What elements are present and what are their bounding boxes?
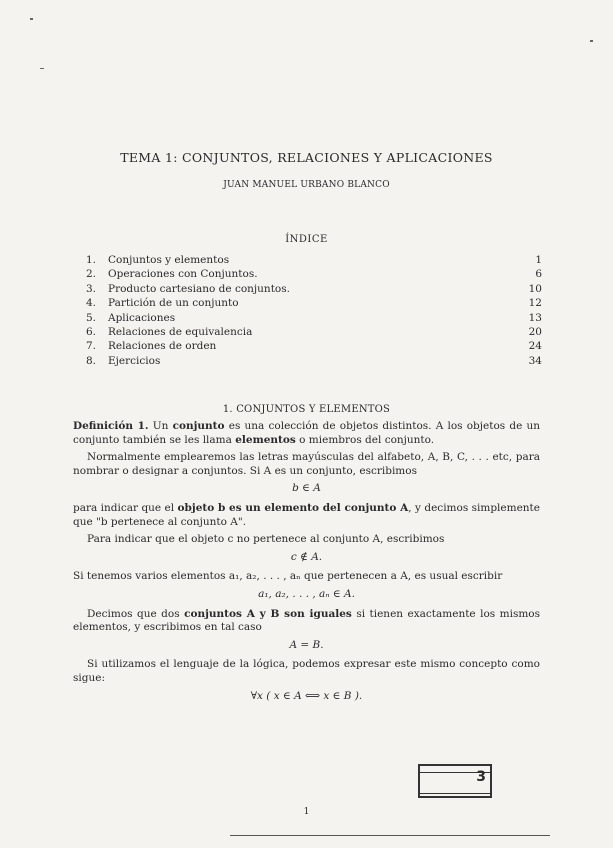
toc-row bbox=[86, 311, 542, 325]
bold-term: conjunto bbox=[172, 420, 225, 432]
toc-title: Operaciones con Conjuntos. bbox=[108, 268, 258, 281]
document-title: TEMA 1: CONJUNTOS, RELACIONES Y APLICACIONES bbox=[120, 150, 493, 165]
text-run: Un bbox=[152, 420, 169, 432]
paragraph: Normalmente emplearemos las letras mayúsculas del alfabeto, A, B, C, . . . etc, para nombrar o designar a conjuntos. Si A es un conjunto, escribimos bbox=[73, 451, 540, 477]
toc-page: 12 bbox=[528, 297, 542, 310]
bold-term: conjuntos A y B son iguales bbox=[184, 607, 352, 620]
toc-page: 20 bbox=[528, 326, 542, 339]
toc-number: 2. bbox=[86, 268, 97, 281]
author-name: JUAN MANUEL URBANO BLANCO bbox=[223, 180, 390, 190]
math-display: A = B. bbox=[289, 638, 324, 651]
toc-title: Aplicaciones bbox=[108, 311, 176, 324]
toc-title: Partición de un conjunto bbox=[108, 297, 239, 310]
bold-term: elementos bbox=[235, 433, 296, 446]
toc-page: 6 bbox=[535, 268, 542, 281]
footer-mark: 1 bbox=[303, 807, 310, 817]
text-run: o miembros del conjunto. bbox=[299, 433, 435, 446]
math-display: a₁, a₂, . . . , aₙ ∈ A. bbox=[258, 587, 355, 600]
text-run: es una colección de objetos distintos. A los objetos de un conjunto también se les llama bbox=[73, 420, 541, 446]
toc-row bbox=[86, 282, 542, 296]
table-of-contents bbox=[86, 253, 542, 368]
math-display: c ∉ A. bbox=[290, 550, 323, 563]
body-text bbox=[73, 420, 540, 709]
toc-number: 5. bbox=[86, 311, 97, 324]
scan-speck bbox=[40, 68, 44, 69]
toc-row bbox=[86, 296, 542, 310]
paragraph bbox=[73, 502, 540, 529]
math-display: b ∈ A bbox=[292, 482, 321, 495]
toc-title: Conjuntos y elementos bbox=[108, 254, 230, 266]
toc-number: 4. bbox=[86, 297, 97, 310]
text-run: Decimos que dos bbox=[87, 607, 180, 620]
toc-title: Relaciones de orden bbox=[108, 340, 217, 353]
bold-term: objeto b es un elemento del conjunto A bbox=[177, 501, 409, 514]
paragraph bbox=[73, 608, 540, 635]
toc-page: 13 bbox=[528, 311, 542, 324]
toc-page: 34 bbox=[528, 354, 542, 367]
section-heading: 1. CONJUNTOS Y ELEMENTOS bbox=[222, 404, 391, 415]
toc-number: 6. bbox=[86, 326, 97, 339]
toc-row bbox=[86, 267, 542, 281]
text-run: para indicar que el bbox=[73, 501, 175, 514]
toc-row bbox=[86, 339, 542, 353]
toc-row bbox=[86, 253, 542, 267]
toc-row bbox=[86, 354, 542, 368]
toc-title: Relaciones de equivalencia bbox=[108, 326, 253, 339]
toc-page: 1 bbox=[535, 254, 542, 266]
text-run: si tienen exactamente los mismos elementos, y escribimos en tal caso bbox=[73, 607, 540, 634]
page-number: 3 bbox=[476, 769, 486, 785]
toc-number: 1. bbox=[86, 254, 97, 266]
toc-row bbox=[86, 325, 542, 339]
paragraph: Si tenemos varios elementos a₁, a₂, . . . , aₙ que pertenecen a A, es usual escribir bbox=[73, 570, 503, 583]
bottom-rule bbox=[230, 835, 550, 836]
toc-title: Producto cartesiano de conjuntos. bbox=[108, 282, 290, 295]
toc-number: 3. bbox=[86, 282, 97, 295]
toc-page: 24 bbox=[528, 340, 542, 353]
definition-label: Definición 1. bbox=[73, 420, 149, 432]
toc-number: 7. bbox=[86, 340, 97, 353]
toc-number: 8. bbox=[86, 354, 97, 367]
definition-paragraph bbox=[73, 420, 540, 447]
scan-speck bbox=[30, 18, 33, 20]
index-heading: ÍNDICE bbox=[285, 234, 328, 245]
math-display: ∀x ( x ∈ A ⟺ x ∈ B ). bbox=[250, 689, 363, 702]
toc-title: Ejercicios bbox=[108, 354, 161, 367]
paragraph: Si utilizamos el lenguaje de la lógica, podemos expresar este mismo concepto como sigue: bbox=[73, 658, 540, 684]
page-number-box bbox=[418, 764, 492, 798]
toc-page: 10 bbox=[528, 282, 542, 295]
text-run: , y decimos simplemente que "b pertenece al conjunto A". bbox=[73, 501, 540, 528]
paragraph: Para indicar que el objeto c no pertenece al conjunto A, escribimos bbox=[87, 533, 445, 546]
scan-speck bbox=[590, 40, 593, 42]
